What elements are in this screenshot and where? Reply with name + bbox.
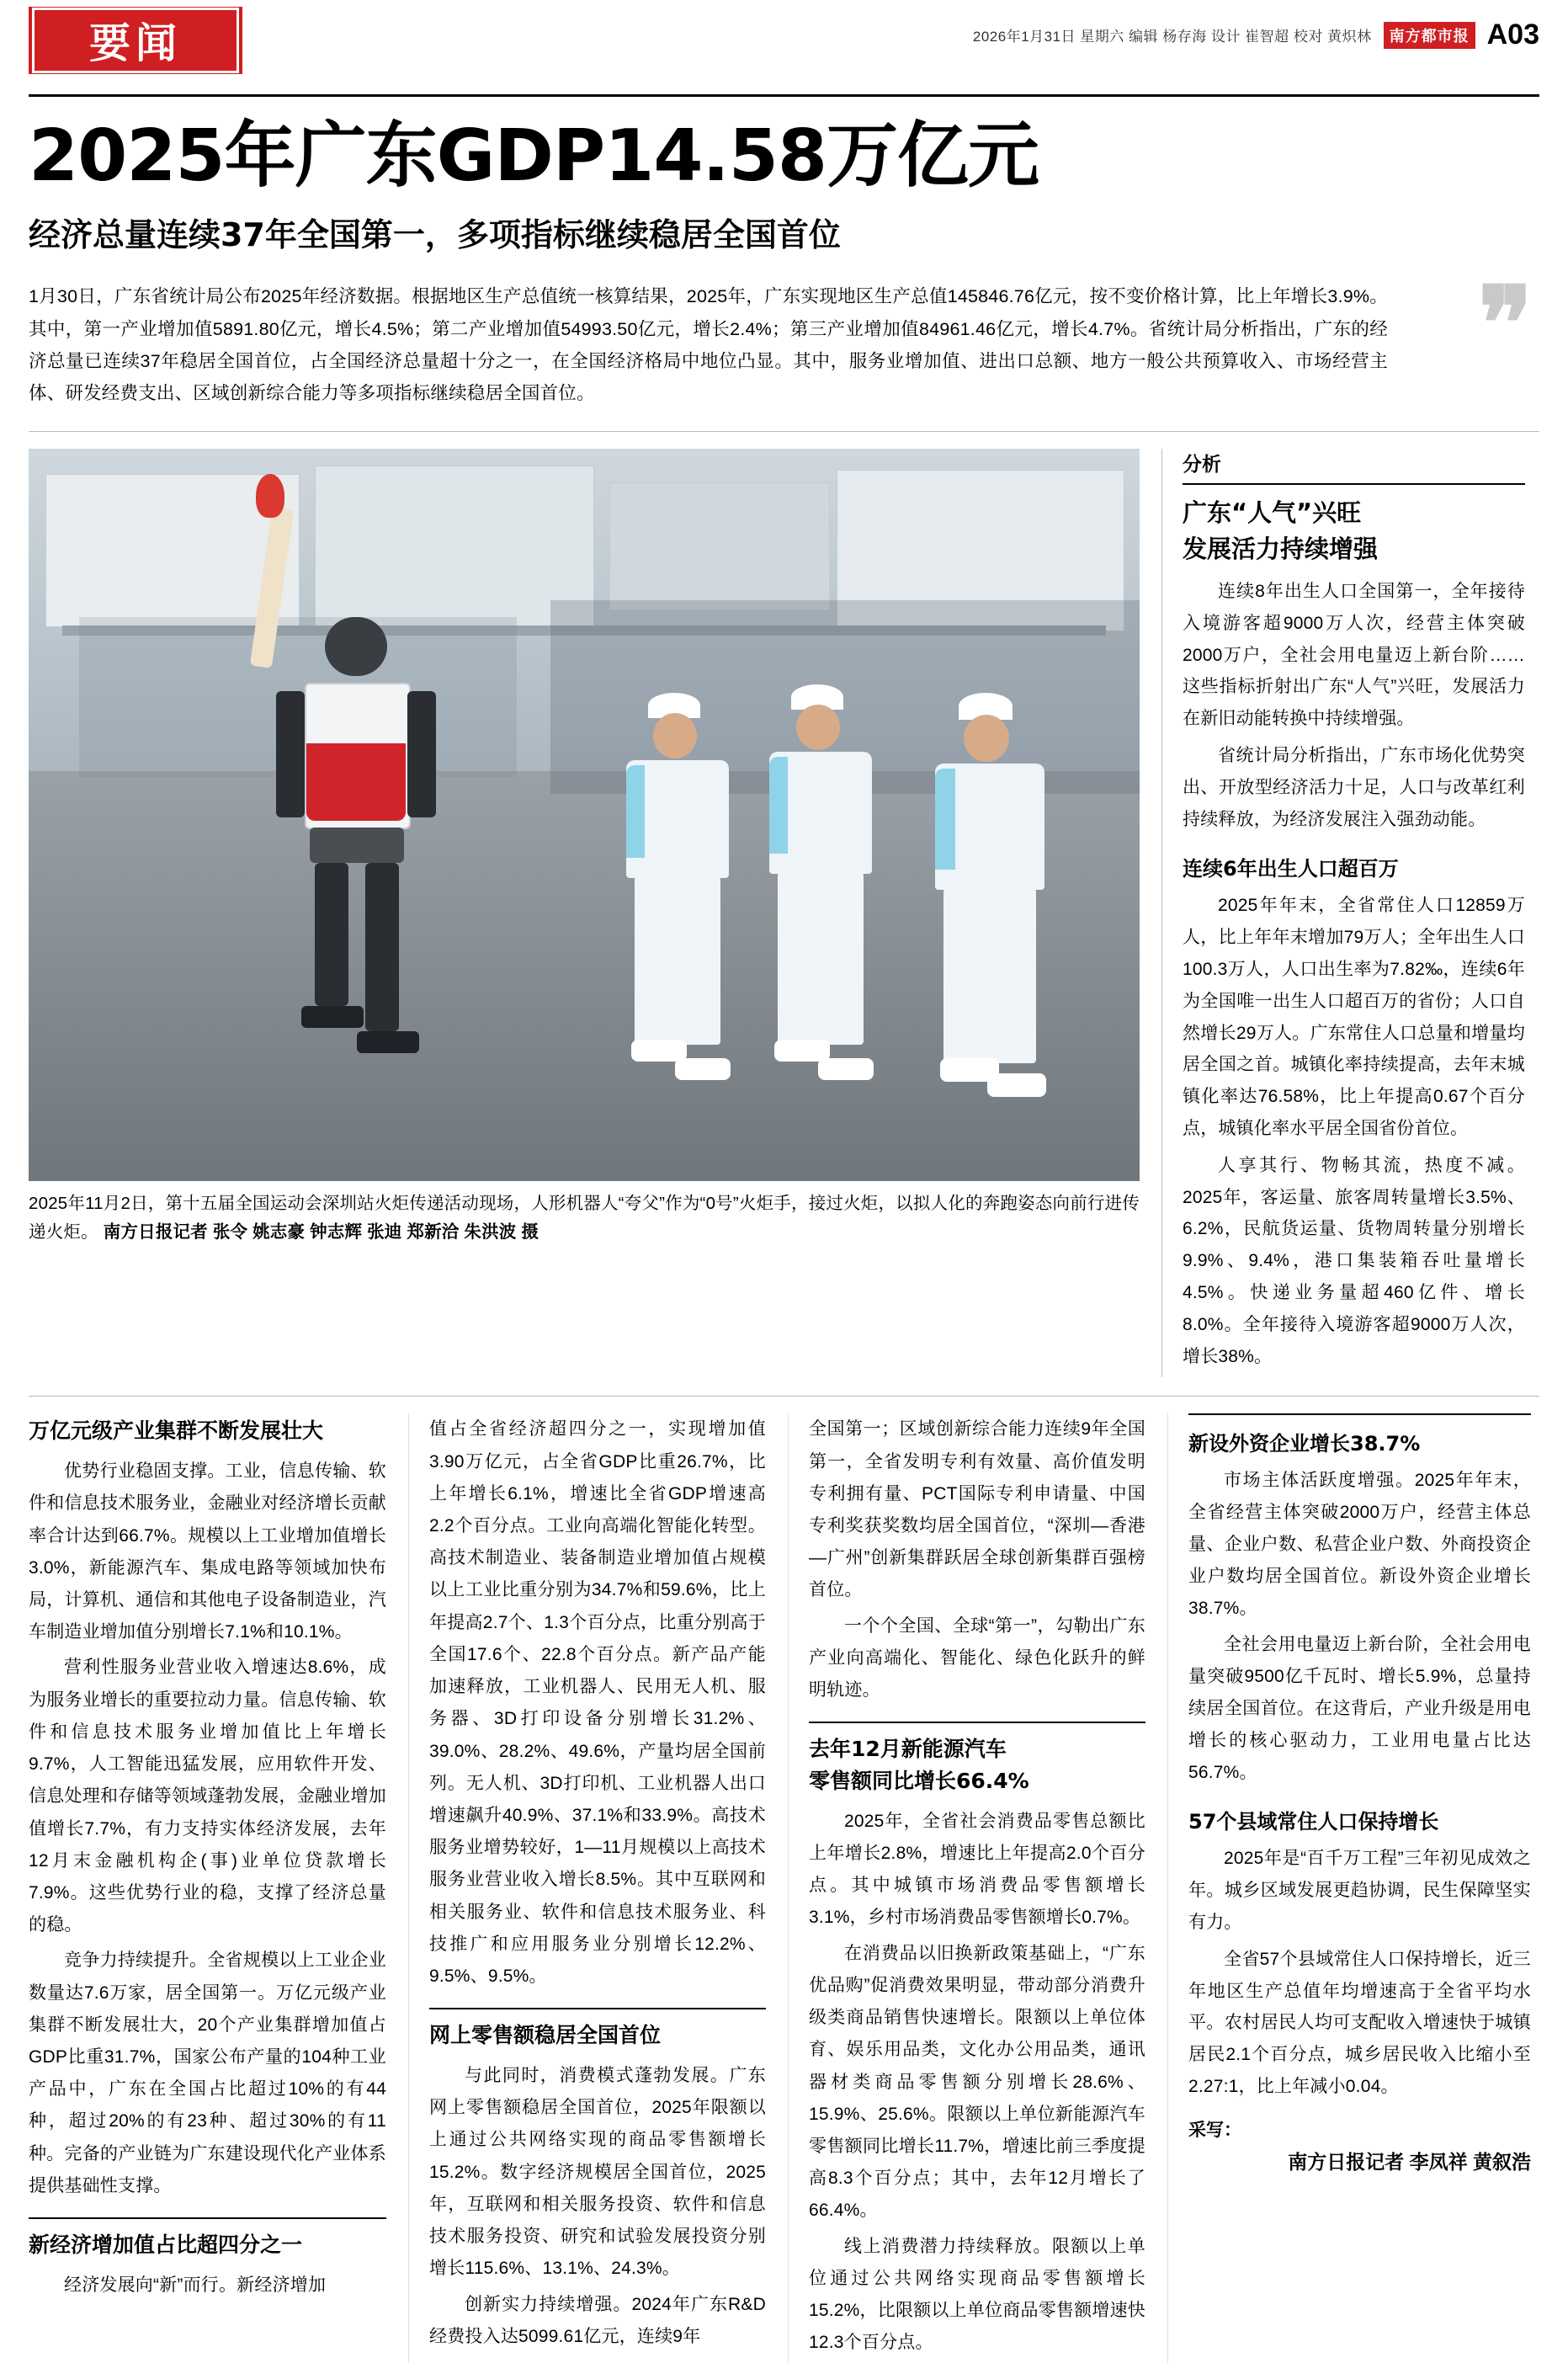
analysis-paragraph: 2025年是“百千万工程”三年初见成效之年。城乡区域发展更趋协调，民生保障坚实有力。 [1188,1849,1531,1932]
photo-humanoid-robot [281,617,433,1088]
body-paragraph: 优势行业稳固支撑。工业，信息传输、软件和信息技术服务业，金融业对经济增长贡献率合计达到66.7%。规模以上工业增加值增长3.0%，新能源汽车、集成电路等领域加快布局，计算机、通信和其他电子设备制造业，汽车制造业增加值分别增长7.1%和10.1%。 [29,1461,386,1642]
analysis-subheading-3: 57个县域常住人口保持增长 [1188,1810,1439,1834]
body-paragraph: 营利性服务业营业收入增速达8.6%，成为服务业增长的重要拉动力量。信息传输、软件和信息技术服务业增加值比上年增长9.7%，人工智能迅猛发展，应用软件开发、信息处理和存储等领域蓬勃发展，金融业增加值增长7.7%，有力支持实体经济发展，去年12月末金融机构企(事)业单位贷款增长7.9%。这些优势行业的稳，支撑了经济总量的稳。 [29,1658,386,1935]
photo-structure [609,482,830,610]
news-photo [29,449,1140,1181]
runner-pants [778,872,864,1045]
body-paragraph: 创新实力持续增强。2024年广东R&D经费投入达5099.61亿元，连续9年 [429,2294,766,2346]
body-column-3 [788,1413,1145,2362]
analysis-paragraph: 省统计局分析指出，广东市场化优势突出、开放型经济活力十足，人口与改革红利持续释放，为经济发展注入强劲动能。 [1183,746,1525,829]
photo-runner [609,693,744,1088]
body-paragraph: 值占全省经济超四分之一，实现增加值3.90万亿元，占全省GDP比重26.7%，比上年增长6.1%，增速比全省GDP增速高2.2个百分点。工业向高端化智能化转型。高技术制造业、装备制造业增加值占规模以上工业比重分别为34.7%和59.6%，比上年提高2.7个、1.3个百分点，比重分别高于全国17.6个、22.8个百分点。新产品产能加速释放，工业机器人、民用无人机、服务器、3D打印设备分别增长31.2%、39.0%、28.2%、49.6%，产量均居全国前列。无人机、3D打印机、工业机器人出口增速飙升40.9%、37.1%和33.9%。高技术服务业增势较好，1—11月规模以上高技术服务业营业收入增长8.5%。其中互联网和相关服务业、软件和信息技术服务业、科技推广和应用服务业分别增长12.2%、9.5%、9.5%。 [429,1419,766,1987]
runner-pants [635,876,720,1045]
body-paragraph: 在消费品以旧换新政策基础上，“广东优品购”促消费效果明显，带动部分消费升级类商品销售快速增长。限额以上单位体育、娱乐用品类，文化办公用品类，通讯器材类商品零售额分别增长28.6%、15.9%、25.6%。限额以上单位新能源汽车零售额同比增长11.7%，增速比前三季度提高8.3个百分点；其中，去年12月增长了66.4%。 [809,1943,1145,2221]
analysis-column-continued [1167,1413,1531,2362]
runner-shoe [818,1058,874,1080]
robot-head [325,617,387,676]
lead-text: 1月30日，广东省统计局公布2025年经济数据。根据地区生产总值统一核算结果，2025年，广东实现地区生产总值145846.76亿元，按不变价格计算，比上年增长3.9%。其中，第一产业增加值5891.80亿元，增长4.5%；第二产业增加值54993.50亿元，增长2.4%；第三产业增加值84961.46亿元，增长4.7%。省统计局分析指出，广东的经济总量已连续37年稳居全国首位，占全国经济总量超十分之一，在全国经济格局中地位凸显。其中，服务业增加值、进出口总额、地方一般公共预算收入、市场经营主体、研发经费支出、区域创新综合能力等多项指标继续稳居全国首位。 [29,286,1388,404]
section-heading: 网上零售额稳居全国首位 [429,2008,766,2050]
photo-caption [29,1189,1140,1247]
runner-shoe [675,1058,731,1080]
runner-head [653,713,697,758]
runner-pants [943,888,1036,1063]
robot-foot-right [357,1031,419,1053]
section-heading-line2: 零售额同比增长66.4% [809,1769,1029,1794]
robot-leg-right [365,863,399,1031]
body-paragraph: 与此同时，消费模式蓬勃发展。广东网上零售额稳居全国首位，2025年限额以上通过公共网络实现的商品零售额增长15.2%。数字经济规模居全国首位，2025年，互联网和相关服务投资、软件和信息技术服务投资、研究和试验发展投资分别增长115.6%、13.1%、24.3%。 [429,2066,766,2279]
robot-torso-accent [306,743,406,821]
middle-zone [29,449,1539,1377]
analysis-paragraph: 2025年年末，全省常住人口12859万人，比上年年末增加79万人；全年出生人口100.3万人，人口出生率为7.82‰，连续6年为全国唯一出生人口超百万的省份；人口自然增长29万人。广东常住人口总量和增量均居全国之首。城镇化率持续提高，去年末城镇化率达76.58%，比上年提高0.67个百分点，城镇化率水平居全国省份首位。 [1183,896,1525,1138]
torch-flame-icon [256,474,284,518]
bottom-columns [29,1396,1539,2362]
runner-shirt-accent [626,765,645,858]
quote-mark-icon: ❞ [1478,264,1528,384]
runner-shirt-accent [935,769,955,870]
runner-head [964,715,1009,762]
robot-leg-left [315,863,348,1006]
runner-shirt-accent [769,757,788,854]
body-paragraph: 线上消费潜力持续释放。限额以上单位通过公共网络实现商品零售额增长15.2%，比限额以上单位商品零售额增速快12.3个百分点。 [809,2236,1145,2353]
page-title: 2025年广东GDP14.58万亿元 [29,114,1039,198]
masthead-right [973,0,1539,51]
analysis-label: 分析 [1183,449,1525,485]
robot-foot-left [301,1006,364,1028]
analysis-paragraph: 全省57个县域常住人口保持增长，近三年地区生产总值年均增速高于全省平均水平。农村居民人均可支配收入增速快于城镇居民2.1个百分点，城乡居民收入比缩小至2.27:1，比上年减小0.04。 [1188,1949,1531,2096]
analysis-paragraph: 连续8年出生人口全国第一，全年接待入境游客超9000万人次，经营主体突破2000万户，全社会用电量迈上新台阶……这些指标折射出广东“人气”兴旺，发展活力在新旧动能转换中持续增强。 [1183,582,1525,729]
runner-shoe [987,1073,1046,1097]
section-badge-label: 要闻 [32,8,239,73]
section-heading: 万亿元级产业集群不断发展壮大 [29,1418,324,1444]
issue-meta: 2026年1月31日 星期六 编辑 杨存海 设计 崔智超 校对 黄炽林 [972,29,1372,45]
photo-credit: 南方日报记者 张令 姚志豪 钟志辉 张迪 郑新洽 朱洪波 摄 [103,1222,539,1243]
section-badge [29,7,242,74]
photo-column [29,449,1140,1377]
analysis-paragraph: 市场主体活跃度增强。2025年年末，全省经营主体突破2000万户，经营主体总量、企业户数、私营企业户数、外商投资企业户数均居全国首位。新设外资企业增长38.7%。 [1188,1471,1531,1618]
analysis-title-line2: 发展活力持续增强 [1183,535,1379,564]
analysis-subheading-1: 连续6年出生人口超百万 [1183,857,1399,881]
analysis-column [1161,449,1525,1377]
body-column-1 [29,1413,386,2362]
analysis-subheading-2: 新设外资企业增长38.7% [1188,1413,1531,1456]
page-subtitle: 经济总量连续37年全国第一，多项指标继续稳居全国首位 [29,216,841,254]
paper-logo: 南方都市报 [1384,22,1475,49]
lead-paragraph-block [29,264,1539,432]
analysis-paragraph: 人享其行、物畅其流，热度不减。2025年，客运量、旅客周转量增长3.5%、6.2%，民航货运量、货物周转量分别增长9.9%、9.4%，港口集装箱吞吐量增长4.5%。快递业务量超460亿件、增长8.0%。全年接待入境游客超9000万人次，增长38%。 [1183,1155,1525,1366]
body-paragraph: 经济发展向“新”而行。新经济增加 [64,2275,327,2295]
body-paragraph: 竞争力持续提升。全省规模以上工业企业数量达7.6万家，居全国第一。万亿元级产业集群不断发展壮大，20个产业集群增加值占GDP比重31.7%，国家公布产量的104种工业产品中，广东在全国占比超过10%的有44种，超过20%的有23种、超过30%的有11种。完备的产业链为广东建设现代化产业体系提供基础性支撑。 [29,1951,386,2195]
photo-runner [917,693,1060,1097]
body-column-2 [408,1413,766,2362]
section-heading-line1: 去年12月新能源汽车 [809,1722,1145,1764]
byline-names: 南方日报记者 李凤祥 黄叙浩 [1288,2150,1531,2173]
masthead [29,0,1539,97]
body-paragraph: 全国第一；区域创新综合能力连续9年全国第一，全省发明专利有效量、高价值发明专利拥有量、PCT国际专利申请量、中国专利奖获奖数均居全国首位，“深圳—香港—广州”创新集群跃居全球创新集群百强榜首位。 [809,1419,1145,1600]
runner-head [796,705,840,750]
robot-arm-right [407,691,436,817]
analysis-paragraph: 全社会用电量迈上新台阶，全社会用电量突破9500亿千瓦时、增长5.9%，总量持续居全国首位。在这背后，产业升级是用电增长的核心驱动力，工业用电量占比达56.7%。 [1188,1635,1531,1782]
photo-caption-text: 2025年11月2日，第十五届全国运动会深圳站火炬传递活动现场，人形机器人“夸父”作为“0号”火炬手，接过火炬，以拟人化的奔跑姿态向前行进传递火炬。 [29,1194,1140,1243]
section-heading: 新经济增加值占比超四分之一 [29,2217,386,2259]
body-paragraph: 一个个全国、全球“第一”，勾勒出广东产业向高端化、智能化、绿色化跃升的鲜明轨迹。 [809,1615,1145,1700]
analysis-title-line1: 广东“人气”兴旺 [1183,498,1362,528]
body-paragraph: 2025年，全省社会消费品零售总额比上年增长2.8%，增速比上年提高2.0个百分点。其中城镇市场消费品零售额增长3.1%，乡村市场消费品零售额增长0.7%。 [809,1811,1145,1928]
headline-zone [29,97,1539,255]
robot-arm-left [276,691,305,817]
robot-hip [310,828,404,863]
page-number: A03 [1486,19,1539,51]
photo-runner [752,684,887,1080]
byline-label: 采写： [1188,2120,1241,2140]
